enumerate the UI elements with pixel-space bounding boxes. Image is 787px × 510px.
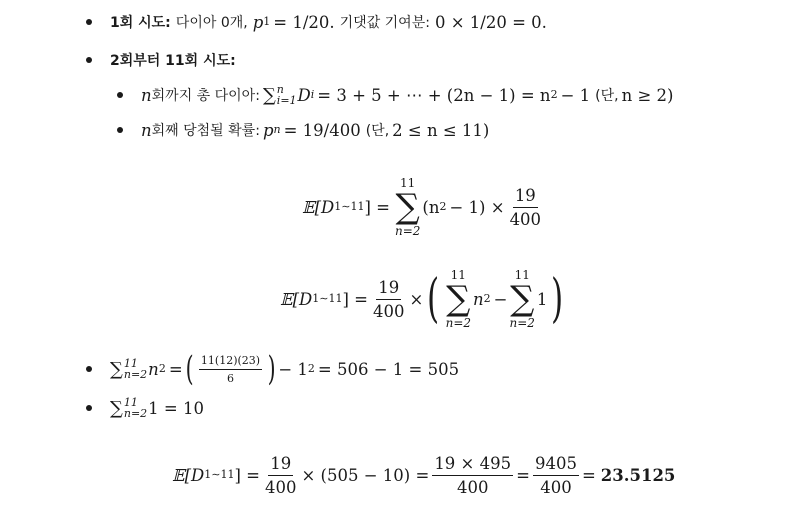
- sub-1-D: D: [297, 85, 311, 105]
- eq-1-frac: [508, 186, 544, 229]
- eq-2-n: n: [473, 289, 484, 309]
- bullet-4-sigma: ∑: [110, 397, 123, 419]
- eq-1-sum-bot: n=2: [394, 224, 421, 238]
- eq-1-body: (n: [422, 197, 440, 217]
- bullet-3: ∑ 11 n=2 n 2 = ( $\frac{11(12)(23)}{6}$ ) − 1 2 = 506 − 1 = 505: [110, 349, 460, 389]
- bullet-1-text-a: 다이아 0개,: [175, 15, 248, 31]
- bullet-3-den: 6: [226, 371, 234, 385]
- sub-1-cond-math: n ≥ 2): [621, 85, 674, 105]
- sub-1-var: n: [141, 85, 152, 105]
- sub-1-rest: = 3 + 5 + ⋯ + (2n − 1) = n: [317, 85, 551, 105]
- bullet-dot: [86, 405, 92, 411]
- eq-1-num: 19: [513, 186, 538, 208]
- eq-3-num-1: 19: [268, 454, 293, 476]
- eq-2-lhs-close: ] =: [342, 289, 368, 309]
- eq-3-den-1: 400: [264, 477, 297, 497]
- eq-3-mid: × (505 − 10) =: [301, 465, 430, 485]
- bullet-1: 1회 시도: 다이아 0개, p 1 = 1/20. 기댓값 기여분: 0 × 1/20 = 0.: [110, 12, 547, 32]
- eq-3-eq: =: [516, 465, 530, 485]
- bullet-4: [110, 394, 204, 422]
- eq-3-frac-1: [263, 454, 299, 497]
- eq-1-lhs-close: ] =: [364, 197, 390, 217]
- eq-2-frac: [371, 278, 407, 321]
- eq-2-sigma-2: ∑: [510, 279, 535, 319]
- sub-2-cond-math: 2 ≤ n ≤ 11): [392, 120, 490, 140]
- eq-3-eq2: =: [581, 465, 596, 485]
- bullet-3-sum-top: 11: [123, 357, 138, 370]
- eq-2-sum-1-bot: n=2: [445, 316, 472, 330]
- sub-bullet-2: n 회째 당첨될 확률: p n = 19/400 (단, 2 ≤ n ≤ 11): [141, 120, 490, 140]
- eq-2-sum-1: [446, 269, 471, 329]
- eq-2-den: 400: [372, 301, 405, 321]
- eq-2-sum-1-top: 11: [450, 268, 466, 282]
- eq-3-result: 23.5125: [600, 465, 676, 485]
- eq-1-sum-top: 11: [400, 176, 416, 190]
- sub-1-sum-bot: i=1: [276, 94, 297, 107]
- equation-1: 𝔼[D 1∼11 ] = 11 ∑ n=2 (n 2 − 1) × $\frac{19}{400}$: [302, 176, 542, 238]
- bullet-1-math-a: = 1/20.: [273, 12, 335, 32]
- bullet-1-text-b: 기댓값 기여분:: [339, 15, 430, 31]
- sub-bullet-1: n 회까지 총 다이아: ∑ n i=1 D i = 3 + 5 + ⋯ + (2n − 1) = n 2 − 1 (단, n ≥ 2): [141, 83, 674, 107]
- sub-2-p: p: [262, 120, 274, 140]
- equation-2: 𝔼[D 1∼11 ] = $\frac{19}{400}$ × ( 11 ∑ n=2 n 2 − 11 ∑ n=2 1 ): [280, 268, 564, 330]
- eq-3-den-3: 400: [540, 477, 572, 497]
- sub-1-rest2: − 1: [560, 85, 591, 105]
- eq-1-body2: − 1) ×: [449, 197, 505, 217]
- eq-3-frac-3: [533, 454, 579, 497]
- bullet-3-num: 11(12)(23): [199, 354, 262, 370]
- eq-1-sum: [395, 177, 420, 237]
- eq-2-lhs: 𝔼[D: [280, 289, 313, 309]
- bullet-dot: [86, 19, 92, 25]
- bullet-4-sum-bot: n=2: [123, 407, 148, 420]
- bullet-1-math-b: 0 × 1/20 = 0.: [434, 12, 547, 32]
- bullet-3-rest2: = 506 − 1 = 505: [317, 359, 460, 379]
- eq-2-rparen: ): [551, 269, 564, 329]
- bullet-2: [110, 48, 236, 72]
- bullet-dot: [86, 57, 92, 63]
- bullet-3-eq: =: [168, 359, 183, 379]
- sub-1-sigma: ∑: [262, 84, 276, 106]
- eq-2-sum-2-bot: n=2: [509, 316, 535, 330]
- eq-2-lparen: (: [427, 269, 440, 329]
- bullet-3-n: n: [148, 359, 159, 379]
- sub-1-sum-top: n: [276, 83, 284, 96]
- bullet-3-frac: [199, 354, 262, 385]
- sub-1-sum-limits: [277, 84, 297, 106]
- eq-2-one: 1: [536, 289, 548, 309]
- equation-3: 𝔼[D 1∼11 ] = $\frac{19}{400}$ × (505 − 10) = $\frac{19 \times 495}{400}$ = $\frac{9405}{400}$ = 23.5125: [172, 453, 676, 497]
- eq-1-sigma: ∑: [395, 187, 420, 227]
- eq-3-lhs-close: ] =: [234, 465, 260, 485]
- bullet-3-sum-limits: [124, 358, 147, 380]
- eq-3-den-2: 400: [456, 477, 489, 497]
- sub-2-cond: (단,: [365, 123, 390, 139]
- bullet-1-p: p: [252, 12, 264, 32]
- eq-2-times: ×: [409, 289, 424, 309]
- sub-2-rest: = 19/400: [283, 120, 361, 140]
- sub-bullet-dot: [117, 127, 123, 133]
- bullet-4-sum-top: 11: [123, 396, 138, 409]
- eq-2-num: 19: [376, 278, 401, 300]
- sub-1-text: 회까지 총 다이아:: [151, 88, 260, 104]
- bullet-2-heading: 2회부터 11회 시도:: [110, 53, 236, 69]
- bullet-3-rest: − 1: [278, 359, 308, 379]
- bullet-3-lparen: (: [185, 349, 194, 389]
- bullet-3-sum-bot: n=2: [123, 368, 148, 381]
- sub-2-text: 회째 당첨될 확률:: [151, 123, 260, 139]
- bullet-3-sigma: ∑: [110, 358, 123, 380]
- bullet-dot: [86, 366, 92, 372]
- eq-3-frac-2: [432, 454, 513, 497]
- bullet-3-rparen: ): [267, 349, 276, 389]
- eq-2-sigma-1: ∑: [446, 279, 471, 319]
- eq-2-sum-2-top: 11: [514, 268, 530, 282]
- sub-1-cond: (단,: [595, 88, 619, 104]
- bullet-1-heading: 1회 시도:: [110, 15, 171, 31]
- eq-2-minus: −: [493, 289, 508, 309]
- eq-3-lhs: 𝔼[D: [172, 465, 205, 485]
- sub-bullet-dot: [117, 92, 123, 98]
- eq-1-lhs: 𝔼[D: [302, 197, 335, 217]
- eq-3-num-3: 9405: [533, 454, 579, 476]
- eq-1-den: 400: [509, 209, 542, 229]
- eq-2-sum-2: [510, 269, 535, 329]
- bullet-4-sum-limits: [124, 397, 147, 419]
- eq-3-num-2: 19 × 495: [432, 454, 513, 476]
- sub-2-var: n: [141, 120, 152, 140]
- bullet-4-rest: 1 = 10: [148, 398, 204, 418]
